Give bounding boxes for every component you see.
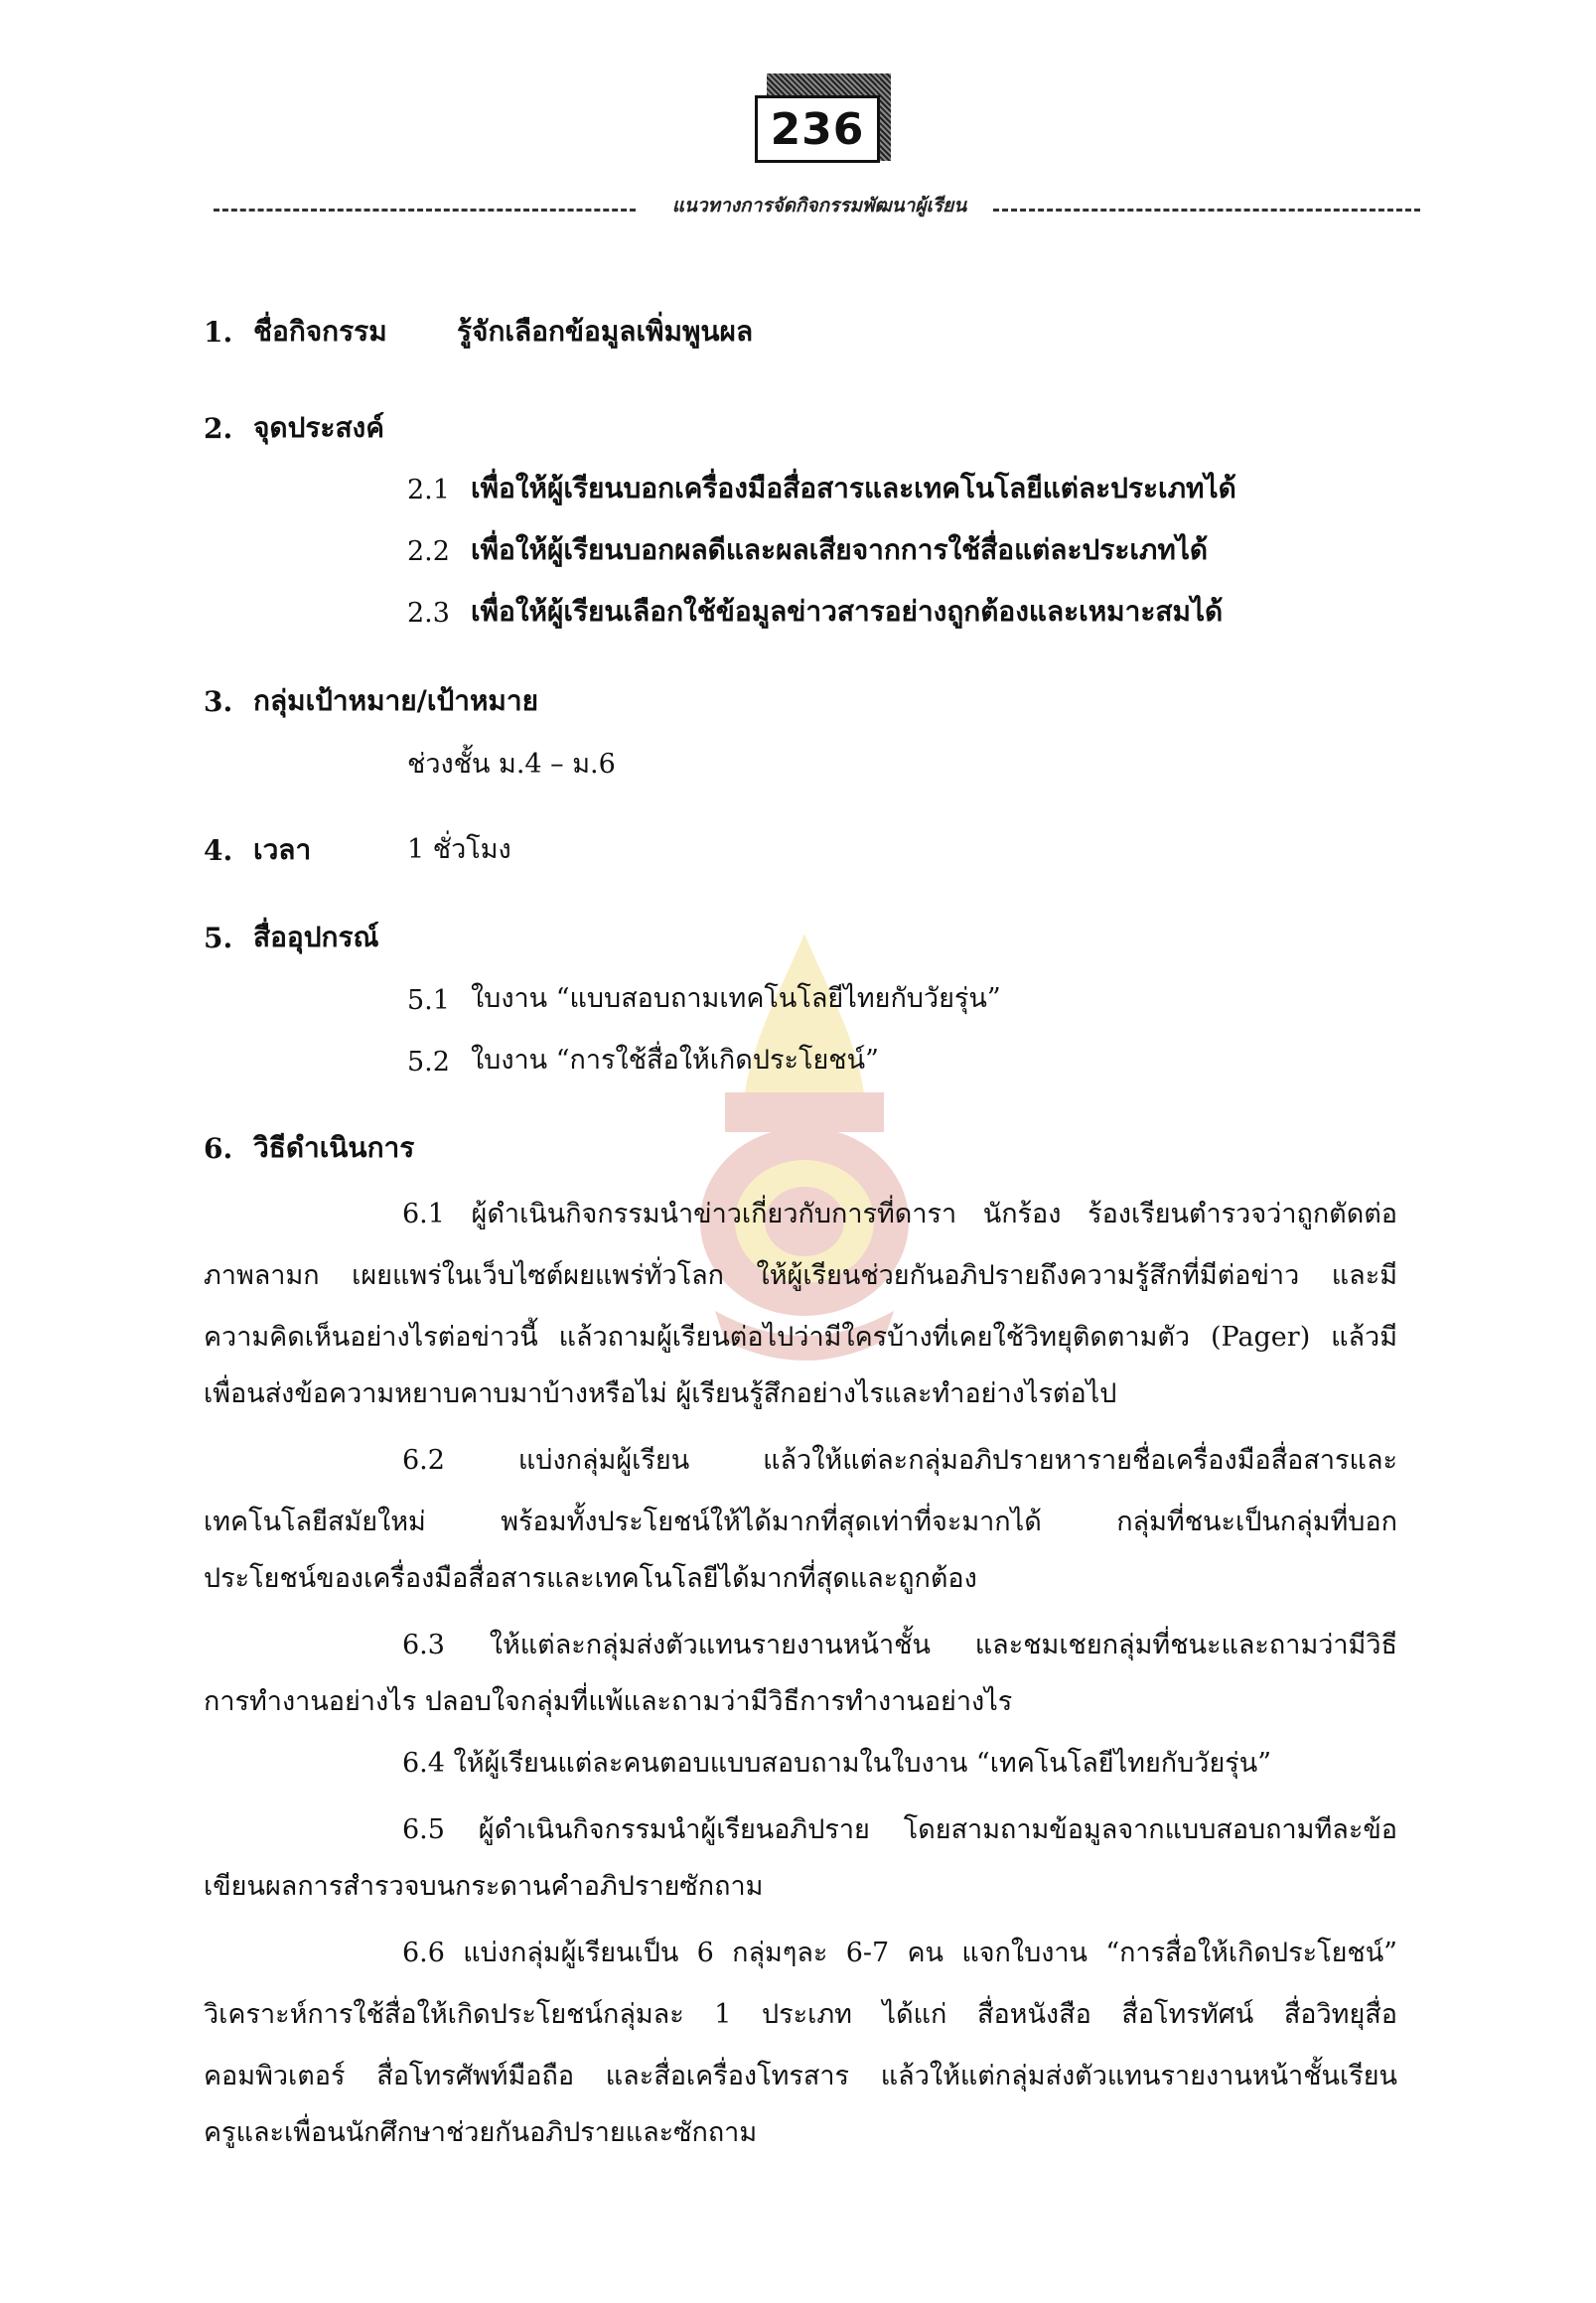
section-number: 5. xyxy=(204,922,233,954)
paragraph-line: 6.1 ผู้ดำเนินกิจกรรมนำข่าวเกี่ยวกับการที่ดารา นักร้อง ร้องเรียนตำรวจว่าถูกตัดต่อ xyxy=(402,1199,1397,1229)
list-item-number: 2.1 xyxy=(407,475,450,505)
list-item: ใบงาน “การใช้สื่อให้เกิดประโยชน์” xyxy=(471,1045,879,1076)
paragraph-line: ประโยชน์ของเครื่องมือสื่อสารและเทคโนโลยีได้มากที่สุดและถูกต้อง xyxy=(204,1563,977,1594)
target-group: ช่วงชั้น ม.4 – ม.6 xyxy=(407,749,616,780)
header-divider-right xyxy=(993,209,1420,212)
section-number: 1. xyxy=(204,316,233,349)
list-item-number: 2.2 xyxy=(407,536,450,567)
duration: 1 ชั่วโมง xyxy=(407,834,511,865)
paragraph-line: 6.4 ให้ผู้เรียนแต่ละคนตอบแบบสอบถามในใบงาน “เทคโนโลยีไทยกับวัยรุ่น” xyxy=(402,1748,1272,1779)
paragraph-line: การทำงานอย่างไร ปลอบใจกลุ่มที่แพ้และถามว่ามีวิธีการทำงานอย่างไร xyxy=(204,1686,1013,1717)
paragraph-line: ครูและเพื่อนนักศึกษาช่วยกันอภิปรายและซักถาม xyxy=(204,2117,758,2148)
section-heading: ชื่อกิจกรรม xyxy=(253,315,387,348)
list-item-number: 5.1 xyxy=(407,985,450,1016)
list-item-number: 5.2 xyxy=(407,1047,450,1078)
running-title: แนวทางการจัดกิจกรรมพัฒนาผู้เรียน xyxy=(671,195,967,216)
list-item-number: 2.3 xyxy=(407,598,450,629)
paragraph-line: 6.6 แบ่งกลุ่มผู้เรียนเป็น 6 กลุ่มๆละ 6-7 คน แจกใบงาน “การสื่อให้เกิดประโยชน์” xyxy=(402,1938,1397,1968)
section-number: 2. xyxy=(204,412,233,445)
paragraph-line: ภาพลามก เผยแพร่ในเว็บไซต์ผยแพร่ทั่วโลก ให้ผู้เรียนช่วยกันอภิปรายถึงความรู้สึกที่มีต่อข่าว และมี xyxy=(204,1260,1397,1291)
list-item: เพื่อให้ผู้เรียนเลือกใช้ข้อมูลข่าวสารอย่างถูกต้องและเหมาะสมได้ xyxy=(471,595,1224,628)
header-divider-left xyxy=(214,209,636,212)
paragraph-line: เทคโนโลยีสมัยใหม่ พร้อมทั้งประโยชน์ให้ได้มากที่สุดเท่าที่จะมากได้ กลุ่มที่ชนะเป็นกลุ่มที่บอก xyxy=(204,1507,1397,1537)
list-item: ใบงาน “แบบสอบถามเทคโนโลยีไทยกับวัยรุ่น” xyxy=(471,983,1001,1014)
page-number: 236 xyxy=(755,95,880,163)
paragraph-line: 6.2 แบ่งกลุ่มผู้เรียน แล้วให้แต่ละกลุ่มอภิปรายหารายชื่อเครื่องมือสื่อสารและ xyxy=(402,1445,1397,1476)
activity-name: รู้จักเลือกข้อมูลเพิ่มพูนผล xyxy=(457,315,754,348)
paragraph-line: 6.5 ผู้ดำเนินกิจกรรมนำผู้เรียนอภิปราย โดยสามถามข้อมูลจากแบบสอบถามทีละข้อ xyxy=(402,1814,1397,1845)
section-number: 6. xyxy=(204,1132,233,1165)
section-heading: กลุ่มเป้าหมาย/เป้าหมาย xyxy=(253,684,539,717)
paragraph-line: เขียนผลการสำรวจบนกระดานคำอภิปรายซักถาม xyxy=(204,1871,764,1902)
section-number: 4. xyxy=(204,834,233,867)
list-item: เพื่อให้ผู้เรียนบอกเครื่องมือสื่อสารและเทคโนโลยีแต่ละประเภทได้ xyxy=(471,472,1236,504)
section-heading: จุดประสงค์ xyxy=(253,411,384,444)
list-item: เพื่อให้ผู้เรียนบอกผลดีและผลเสียจากการใช้สื่อแต่ละประเภทได้ xyxy=(471,533,1209,566)
section-heading: เวลา xyxy=(253,833,312,866)
paragraph-line: ความคิดเห็นอย่างไรต่อข่าวนี้ แล้วถามผู้เรียนต่อไปว่ามีใครบ้างที่เคยใช้วิทยุติดตามตัว (Pager) แล้วมี xyxy=(204,1322,1397,1353)
paragraph-line: วิเคราะห์การใช้สื่อให้เกิดประโยชน์กลุ่มละ 1 ประเภท ได้แก่ สื่อหนังสือ สื่อโทรทัศน์ สื่อวิทยุสื่อ xyxy=(204,1999,1397,2030)
section-number: 3. xyxy=(204,685,233,718)
page-number-shadow xyxy=(767,73,891,95)
paragraph-line: เพื่อนส่งข้อความหยาบคาบมาบ้างหรือไม่ ผู้เรียนรู้สึกอย่างไรและทำอย่างไรต่อไป xyxy=(204,1378,1117,1409)
section-heading: สื่ออุปกรณ์ xyxy=(253,921,379,953)
paragraph-line: คอมพิวเตอร์ สื่อโทรศัพท์มือถือ และสื่อเครื่องโทรสาร แล้วให้แต่กลุ่มส่งตัวแทนรายงานหน้าชั้นเรียน xyxy=(204,2061,1397,2091)
section-heading: วิธีดำเนินการ xyxy=(253,1131,415,1164)
paragraph-line: 6.3 ให้แต่ละกลุ่มส่งตัวแทนรายงานหน้าชั้น และชมเชยกลุ่มที่ชนะและถามว่ามีวิธี xyxy=(402,1630,1397,1660)
